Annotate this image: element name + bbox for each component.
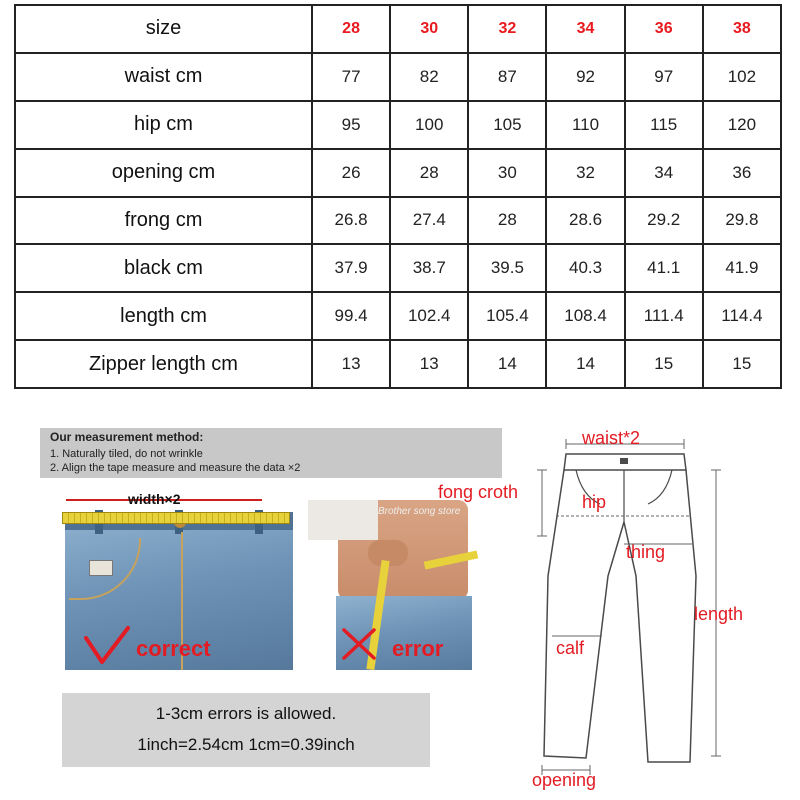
- table-row-length: [15, 292, 781, 340]
- size-header-cell: 30: [390, 5, 468, 53]
- table-cell: 102.4: [390, 292, 468, 340]
- table-cell: 120: [703, 101, 781, 149]
- table-cell: 108.4: [546, 292, 624, 340]
- measurement-method-banner: [40, 428, 502, 478]
- row-label: opening cm: [15, 149, 312, 197]
- table-row-waist: [15, 53, 781, 101]
- size-header-cell: 34: [546, 5, 624, 53]
- table-cell: 34: [625, 149, 703, 197]
- table-cell: 110: [546, 101, 624, 149]
- error-tolerance-text: 1-3cm errors is allowed.: [155, 704, 337, 723]
- size-header-cell: 36: [625, 5, 703, 53]
- size-header-cell: 28: [312, 5, 390, 53]
- pants-outline-icon: [520, 426, 790, 798]
- correct-label: correct: [136, 636, 211, 661]
- calf-label: calf: [556, 638, 585, 658]
- length-label: length: [694, 604, 744, 624]
- table-cell: 37.9: [312, 244, 390, 292]
- size-header-row: [15, 5, 781, 53]
- cross-icon: [340, 626, 380, 662]
- check-icon: [82, 624, 132, 666]
- table-cell: 14: [468, 340, 546, 388]
- fong-croth-label: fong croth: [438, 482, 519, 502]
- table-cell: 41.1: [625, 244, 703, 292]
- table-cell: 26: [312, 149, 390, 197]
- row-label: Zipper length cm: [15, 340, 312, 388]
- table-cell: 14: [546, 340, 624, 388]
- size-header-label: size: [15, 5, 312, 53]
- table-row-black: [15, 244, 781, 292]
- table-row-frong: [15, 197, 781, 245]
- table-row-opening: [15, 149, 781, 197]
- table-cell: 40.3: [546, 244, 624, 292]
- table-cell: 97: [625, 53, 703, 101]
- row-label: black cm: [15, 244, 312, 292]
- table-cell: 13: [312, 340, 390, 388]
- thigh-label: thing: [626, 542, 666, 562]
- size-header-cell: 38: [703, 5, 781, 53]
- table-cell: 92: [546, 53, 624, 101]
- table-cell: 99.4: [312, 292, 390, 340]
- table-cell: 15: [703, 340, 781, 388]
- table-cell: 30: [468, 149, 546, 197]
- hip-label: hip: [582, 492, 607, 512]
- table-cell: 32: [546, 149, 624, 197]
- table-cell: 13: [390, 340, 468, 388]
- table-cell: 111.4: [625, 292, 703, 340]
- error-label: error: [392, 636, 444, 661]
- table-cell: 105.4: [468, 292, 546, 340]
- table-cell: 102: [703, 53, 781, 101]
- table-cell: 29.8: [703, 197, 781, 245]
- method-step-2: 2. Align the tape measure and measure the data ×2: [50, 462, 301, 474]
- table-cell: 38.7: [390, 244, 468, 292]
- opening-label: opening: [532, 770, 597, 790]
- table-cell: 28: [390, 149, 468, 197]
- waist-label: waist*2: [582, 428, 641, 448]
- table-cell: 26.8: [312, 197, 390, 245]
- table-row-zipper: [15, 340, 781, 388]
- table-cell: 105: [468, 101, 546, 149]
- table-cell: 27.4: [390, 197, 468, 245]
- size-header-cell: 32: [468, 5, 546, 53]
- method-step-1: 1. Naturally tiled, do not wrinkle: [50, 448, 203, 460]
- pants-measurement-diagram: [438, 426, 790, 798]
- table-cell: 87: [468, 53, 546, 101]
- table-cell: 82: [390, 53, 468, 101]
- table-cell: 77: [312, 53, 390, 101]
- method-title: Our measurement method:: [50, 430, 204, 444]
- table-cell: 29.2: [625, 197, 703, 245]
- row-label: waist cm: [15, 53, 312, 101]
- table-cell: 15: [625, 340, 703, 388]
- tolerance-note-box: [62, 693, 430, 767]
- table-row-hip: [15, 101, 781, 149]
- tape-measure-correct: [62, 512, 290, 524]
- size-chart-table: [14, 4, 782, 389]
- table-cell: 115: [625, 101, 703, 149]
- table-cell: 36: [703, 149, 781, 197]
- width-label: width×2: [128, 491, 181, 507]
- unit-conversion-text: 1inch=2.54cm 1cm=0.39inch: [137, 735, 355, 754]
- watermark-text: Brother song store: [378, 506, 461, 517]
- table-cell: 41.9: [703, 244, 781, 292]
- row-label: hip cm: [15, 101, 312, 149]
- row-label: length cm: [15, 292, 312, 340]
- table-cell: 95: [312, 101, 390, 149]
- row-label: frong cm: [15, 197, 312, 245]
- table-cell: 100: [390, 101, 468, 149]
- table-cell: 28: [468, 197, 546, 245]
- table-cell: 28.6: [546, 197, 624, 245]
- table-cell: 114.4: [703, 292, 781, 340]
- table-cell: 39.5: [468, 244, 546, 292]
